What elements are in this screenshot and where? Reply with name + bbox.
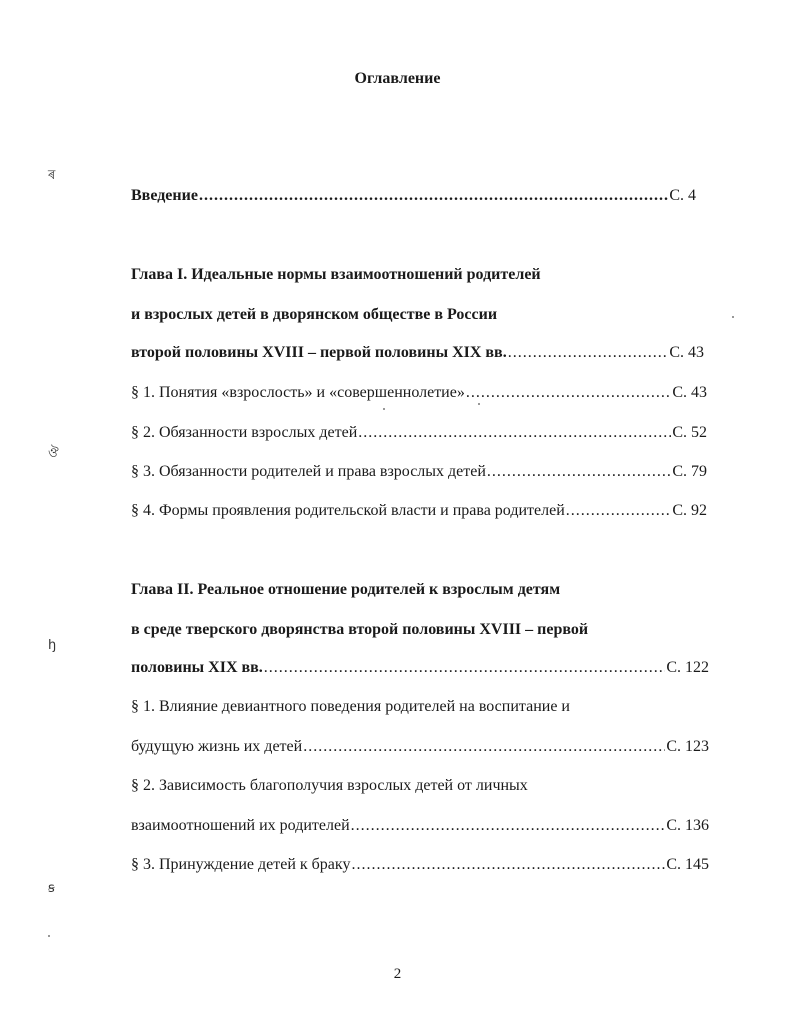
- toc-entry-ch2-sec3[interactable]: [131, 855, 709, 875]
- toc-entry-page: С. 145: [666, 856, 709, 873]
- toc-entry-text: § 2. Обязанности взрослых детей: [131, 424, 358, 441]
- dot-leader: [487, 462, 671, 482]
- toc-entry-text: будущую жизнь их детей: [131, 738, 303, 755]
- toc-entry-ch1-sec1[interactable]: [131, 383, 707, 403]
- toc-entry-page: С. 92: [672, 502, 707, 519]
- page-number: 2: [393, 966, 402, 982]
- toc-entry-text: взаимоотношений их родителей: [131, 817, 350, 834]
- chapter2-title-line1: Глава II. Реальное отношение родителей к взрослым детям: [131, 581, 561, 598]
- chapter1-title-line1: Глава I. Идеальные нормы взаимоотношений родителей: [131, 266, 541, 283]
- toc-entry-intro[interactable]: [131, 186, 696, 206]
- dot-leader: [358, 423, 671, 443]
- toc-entry-ch2-sec2[interactable]: [131, 816, 709, 836]
- toc-entry-chapter1[interactable]: [131, 343, 704, 363]
- toc-entry-ch1-sec3[interactable]: [131, 462, 707, 482]
- binding-hole-mark: ঔ: [48, 446, 59, 461]
- toc-entry-text: § 3. Принуждение детей к браку: [131, 856, 351, 873]
- toc-entry-page: С. 123: [666, 738, 709, 755]
- dot-leader: [303, 737, 665, 757]
- scan-speck: [48, 935, 50, 937]
- dot-leader: [351, 816, 666, 836]
- toc-entry-text: Введение: [131, 187, 198, 204]
- toc-entry-text: § 1. Понятия «взрослость» и «совершеннолетие»: [131, 384, 465, 401]
- chapter2-title-line2: в среде тверского дворянства второй половины XVIII – первой: [131, 621, 589, 638]
- toc-entry-page: С. 52: [672, 424, 707, 441]
- binding-hole-mark: ꞩ: [48, 881, 55, 896]
- dot-leader: [508, 343, 669, 363]
- toc-entry-text: второй половины XVIII – первой половины XIX вв.: [131, 344, 507, 361]
- toc-entry-ch2-sec2-line1: § 2. Зависимость благополучия взрослых детей от личных: [131, 777, 528, 794]
- dot-leader: [351, 855, 665, 875]
- binding-hole-mark: ৰ: [48, 168, 56, 183]
- toc-entry-page: С. 4: [669, 187, 696, 204]
- toc-entry-page: С. 79: [672, 463, 707, 480]
- toc-entry-ch2-sec1[interactable]: [131, 737, 709, 757]
- scan-speck: [732, 316, 734, 318]
- binding-hole-mark: ꜧ: [48, 638, 57, 653]
- chapter1-title-line2: и взрослых детей в дворянском обществе в России: [131, 306, 498, 323]
- toc-entry-text: § 4. Формы проявления родительской власти и права родителей: [131, 502, 565, 519]
- dot-leader: [466, 383, 671, 403]
- dot-leader: [566, 501, 672, 521]
- dot-leader: [264, 658, 666, 678]
- scan-speck: [478, 403, 480, 405]
- scan-speck: [383, 408, 385, 410]
- dot-leader: [199, 186, 668, 206]
- toc-title: Оглавление: [354, 70, 441, 87]
- toc-entry-chapter2[interactable]: [131, 658, 709, 678]
- toc-entry-text: § 3. Обязанности родителей и права взрослых детей: [131, 463, 486, 480]
- toc-entry-ch1-sec2[interactable]: [131, 423, 707, 443]
- toc-entry-page: С. 43: [669, 344, 704, 361]
- toc-entry-ch1-sec4[interactable]: [131, 501, 707, 521]
- toc-entry-page: С. 43: [672, 384, 707, 401]
- toc-entry-text: половины XIX вв.: [131, 659, 263, 676]
- toc-entry-page: С. 122: [666, 659, 709, 676]
- toc-entry-ch2-sec1-line1: § 1. Влияние девиантного поведения родителей на воспитание и: [131, 698, 570, 715]
- toc-entry-page: С. 136: [666, 817, 709, 834]
